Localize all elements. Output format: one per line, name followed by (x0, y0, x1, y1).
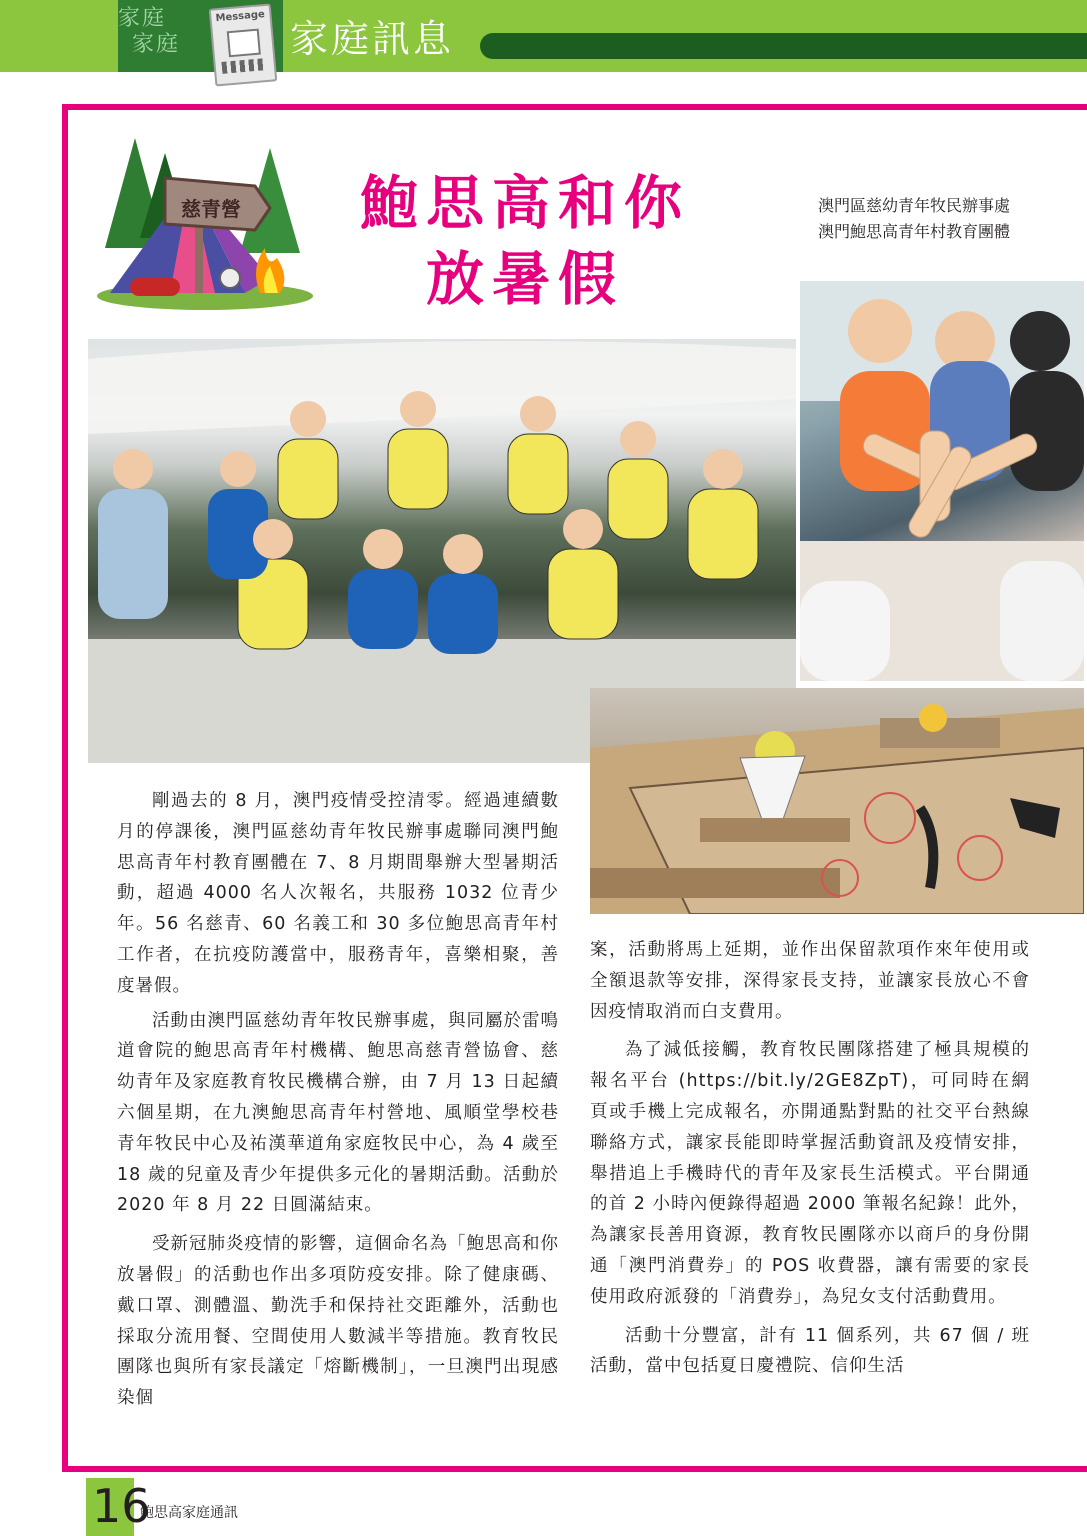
paragraph: 活動由澳門區慈幼青年牧民辦事處，與同屬於雷鳴道會院的鮑思高青年村機構、鮑思高慈青營協會、慈幼青年及家庭教育牧民機構合辦，由 7 月 13 日起續六個星期，在九澳鮑思高青年村營地、風順堂學校巷青年牧民中心及祐漢華道角家庭牧民中心，為 4 歲至 18 歲的兒童及青少年提供多元化的暑期活動。活動於 2020 年 8 月 22 日圓滿結束。 (117, 1010, 559, 1216)
cardboard-photo-scene (590, 688, 1084, 914)
byline-line2: 澳門鮑思高青年村教育團體 (817, 222, 1010, 241)
message-icon-box (227, 29, 261, 58)
hands-photo-scene (800, 281, 1084, 681)
cardboard-game-photo (590, 688, 1084, 914)
paragraph: 為了減低接觸，教育牧民團隊搭建了極具規模的報名平台 (https://bit.ly/2GE8ZpT)，可同時在網頁或手機上完成報名，亦開通點對點的社交平台熱線聯絡方式，讓家長能即時掌握活動資訊及疫情安排，舉措追上手機時代的青年及家長生活模式。平台開通的首 2 小時內便錄得超過 2000 筆報名紀錄！此外，為讓家長善用資源，教育牧民團隊亦以商戶的身份開通「澳門消費券」的 POS 收費器，讓有需要的家長使用政府派發的「消費券」，為兒女支付活動費用。 (590, 1040, 1030, 1307)
section-title: 家庭訊息 (290, 17, 455, 61)
article-title-line1: 鮑思高和你 (359, 169, 690, 237)
camp-illustration (95, 128, 315, 313)
section-badge-line2: 家庭 (132, 32, 181, 57)
camp-sign-text: 慈青營 (181, 197, 241, 221)
article-title (335, 165, 715, 317)
header-bar (480, 33, 1087, 59)
section-badge-line1: 家庭 (118, 6, 167, 31)
byline (758, 193, 1010, 245)
message-icon-pattern (221, 58, 266, 74)
hands-together-photo (800, 281, 1084, 681)
paragraph: 剛過去的 8 月，澳門疫情受控清零。經過連續數月的停課後，澳門區慈幼青年牧民辦事處聯同澳門鮑思高青年村教育團體在 7、8 月期間舉辦大型暑期活動，超過 4000 名人次報名，共服務 1032 位青少年。56 名慈青、60 名義工和 30 多位鮑思高青年村工作者，在抗疫防護當中，服務青年，喜樂相聚，善度暑假。 (117, 791, 559, 996)
page-number: 16 (92, 1479, 151, 1533)
section-badge-text (118, 6, 180, 58)
message-icon (209, 3, 278, 86)
article-column-right (590, 935, 1030, 1382)
byline-line1: 澳門區慈幼青年牧民辦事處 (817, 196, 1010, 215)
paragraph: 案，活動將馬上延期，並作出保留款項作來年使用或全額退款等安排，深得家長支持，並讓家長放心不會因疫情取消而白支費用。 (590, 940, 1030, 1022)
publication-name: 鮑思高家庭通訊 (140, 1505, 238, 1521)
paragraph: 受新冠肺炎疫情的影響，這個命名為「鮑思高和你放暑假」的活動也作出多項防疫安排。除了健康碼、戴口罩、測體溫、勤洗手和保持社交距離外，活動也採取分流用餐、空間使用人數減半等措施。教育牧民團隊也與所有家長議定「熔斷機制」，一旦澳門出現感染個 (117, 1234, 559, 1409)
paragraph: 活動十分豐富，計有 11 個系列，共 67 個 / 班活動，當中包括夏日慶禮院、信仰生活 (590, 1325, 1030, 1377)
article-title-line2: 放暑假 (425, 245, 624, 313)
article-column-left (117, 786, 559, 1414)
message-label: Message (215, 9, 266, 25)
